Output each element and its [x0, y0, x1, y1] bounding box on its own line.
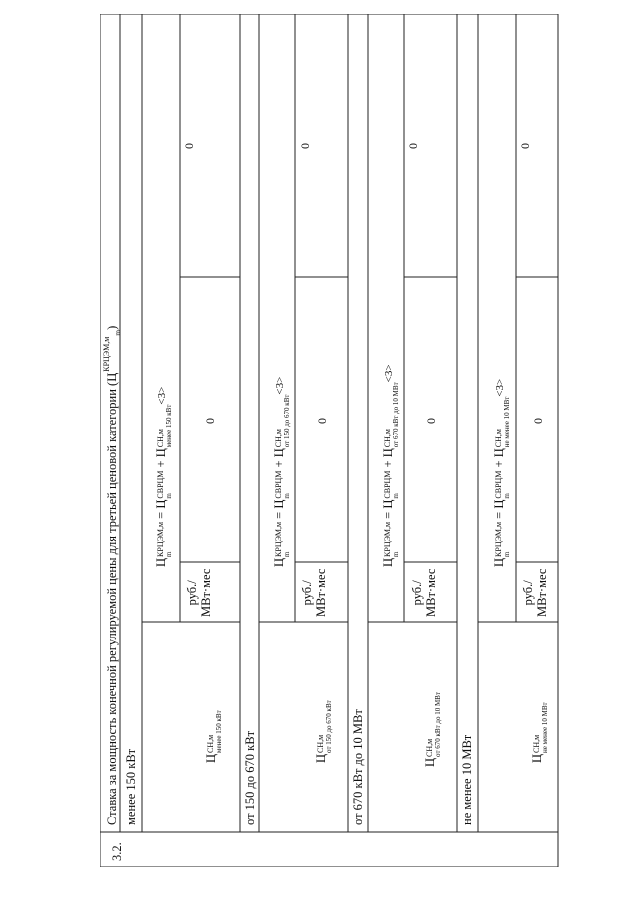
param-value: 0	[424, 418, 438, 424]
total-value: 0	[298, 143, 312, 149]
group-label: не менее 10 МВт	[460, 734, 474, 825]
param-name: Ц СН,м менее 150 кВт	[204, 710, 223, 763]
param-name: Ц СН,м не менее 10 МВт	[530, 702, 549, 763]
unit-label: руб./ МВт·мес	[521, 568, 549, 617]
param-name: Ц СН,м от 670 кВт до 10 МВт	[423, 692, 442, 767]
group-label: от 670 кВт до 10 МВт	[351, 709, 365, 825]
item-title: Ставка за мощность конечной регулируемой цены для третьей ценовой категории $(Ц^{КРЦЭМ,м}_m)$	[102, 325, 122, 825]
unit-label: руб./ МВт·мес	[300, 568, 328, 617]
formula: Ц КРЦЭМ,м m = Ц СВРЦМ m + Ц СН,м от 670 кВт до 10 МВт <3>	[381, 364, 400, 567]
param-value: 0	[203, 418, 217, 424]
item-number: 3.2.	[110, 842, 124, 861]
param-value: 0	[531, 418, 545, 424]
param-value: 0	[315, 418, 329, 424]
unit-label: руб./ МВт·мес	[410, 568, 438, 617]
total-value: 0	[518, 143, 532, 149]
group-label: от 150 до 670 кВт	[243, 730, 257, 825]
group-label: менее 150 кВт	[124, 748, 138, 825]
formula: Ц КРЦЭМ,м m = Ц СВРЦМ m + Ц СН,м не менее 10 МВт <3>	[492, 378, 511, 567]
total-value: 0	[406, 143, 420, 149]
unit-label: руб./ МВт·мес	[185, 568, 213, 617]
formula: Ц КРЦЭМ,м m = Ц СВРЦМ m + Ц СН,м от 150 до 670 кВт <3>	[272, 376, 291, 567]
formula: Ц КРЦЭМ,м m = Ц СВРЦМ m + Ц СН,м менее 150 кВт <3>	[154, 386, 173, 567]
rotated-table	[100, 14, 560, 867]
total-value: 0	[182, 143, 196, 149]
param-name: Ц СН,м от 150 до 670 кВт	[314, 700, 333, 763]
